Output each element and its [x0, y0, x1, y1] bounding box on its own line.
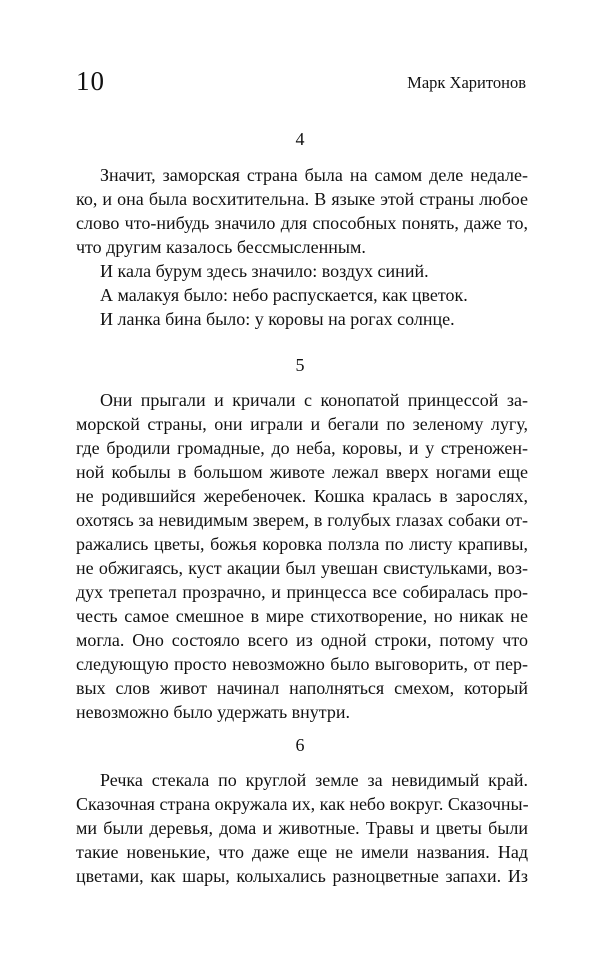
- text-line: Сказочная страна окружала их, как небо вокруг. Сказочны-: [76, 794, 529, 814]
- text-line: И кала бурум здесь значило: воздух синий.: [100, 261, 429, 281]
- text-line: вых слов живот начинал наполняться смехом, который: [76, 678, 528, 698]
- section-4-paragraph-1: [76, 163, 528, 259]
- text-line: охотясь за невидимым зверем, в голубых глазах собаки от-: [76, 510, 528, 530]
- text-line: невозможно было удержать внутри.: [76, 702, 350, 722]
- section-number-4: 4: [295, 129, 305, 149]
- text-line: не родившийся жеребеночек. Кошка кралась в зарослях,: [76, 486, 528, 506]
- text-line: морской страны, они играли и бегали по зеленому лугу,: [76, 414, 528, 434]
- text-line: Речка стекала по круглой земле за невидимый край.: [100, 770, 528, 790]
- section-6-paragraph-1: [76, 768, 528, 888]
- text-line: ко, и она была восхитительна. В языке этой страны любое: [76, 189, 528, 209]
- text-line: слово что-нибудь значило для способных понять, даже то,: [76, 213, 528, 233]
- text-line: могла. Оно состояло всего из одной строки, потому что: [76, 630, 528, 650]
- running-head-author: Марк Харитонов: [407, 73, 526, 92]
- section-number-6: 6: [295, 735, 305, 755]
- text-line: И ланка бина было: у коровы на рогах солнце.: [100, 309, 455, 329]
- text-line: что другим казалось бессмысленным.: [76, 237, 366, 257]
- section-4-paragraph-2: [76, 259, 528, 283]
- text-line: Они прыгали и кричали с конопатой принцессой за-: [100, 390, 528, 410]
- text-line: цветами, как шары, колыхались разноцветные запахи. Из: [76, 866, 528, 886]
- section-4-paragraph-4: [76, 307, 528, 331]
- text-line: ми были деревья, дома и животные. Травы и цветы были: [76, 818, 528, 838]
- text-line: А малакуя было: небо распускается, как цветок.: [100, 285, 468, 305]
- text-line: ной кобылы в большом животе лежал вверх ногами еще: [76, 462, 528, 482]
- section-5-paragraph-1: [76, 388, 528, 724]
- text-line: ражались цветы, божья коровка ползла по листу крапивы,: [76, 534, 528, 554]
- text-line: Значит, заморская страна была на самом деле недале-: [100, 165, 528, 185]
- text-line: следующую просто невозможно было выговорить, от пер-: [76, 654, 528, 674]
- text-line: не обжигаясь, куст акации был увешан свистульками, воз-: [76, 558, 528, 578]
- text-line: честь самое смешное в мире стихотворение, но никак не: [76, 606, 528, 626]
- text-line: где бродили громадные, до неба, коровы, и у стреножен-: [76, 438, 528, 458]
- text-line: такие новенькие, что даже еще не имели названия. Над: [76, 842, 528, 862]
- text-line: дух трепетал прозрачно, и принцесса все собиралась про-: [76, 582, 528, 602]
- section-number-5: 5: [295, 355, 305, 375]
- section-4-paragraph-3: [76, 283, 528, 307]
- page-number: 10: [76, 66, 105, 96]
